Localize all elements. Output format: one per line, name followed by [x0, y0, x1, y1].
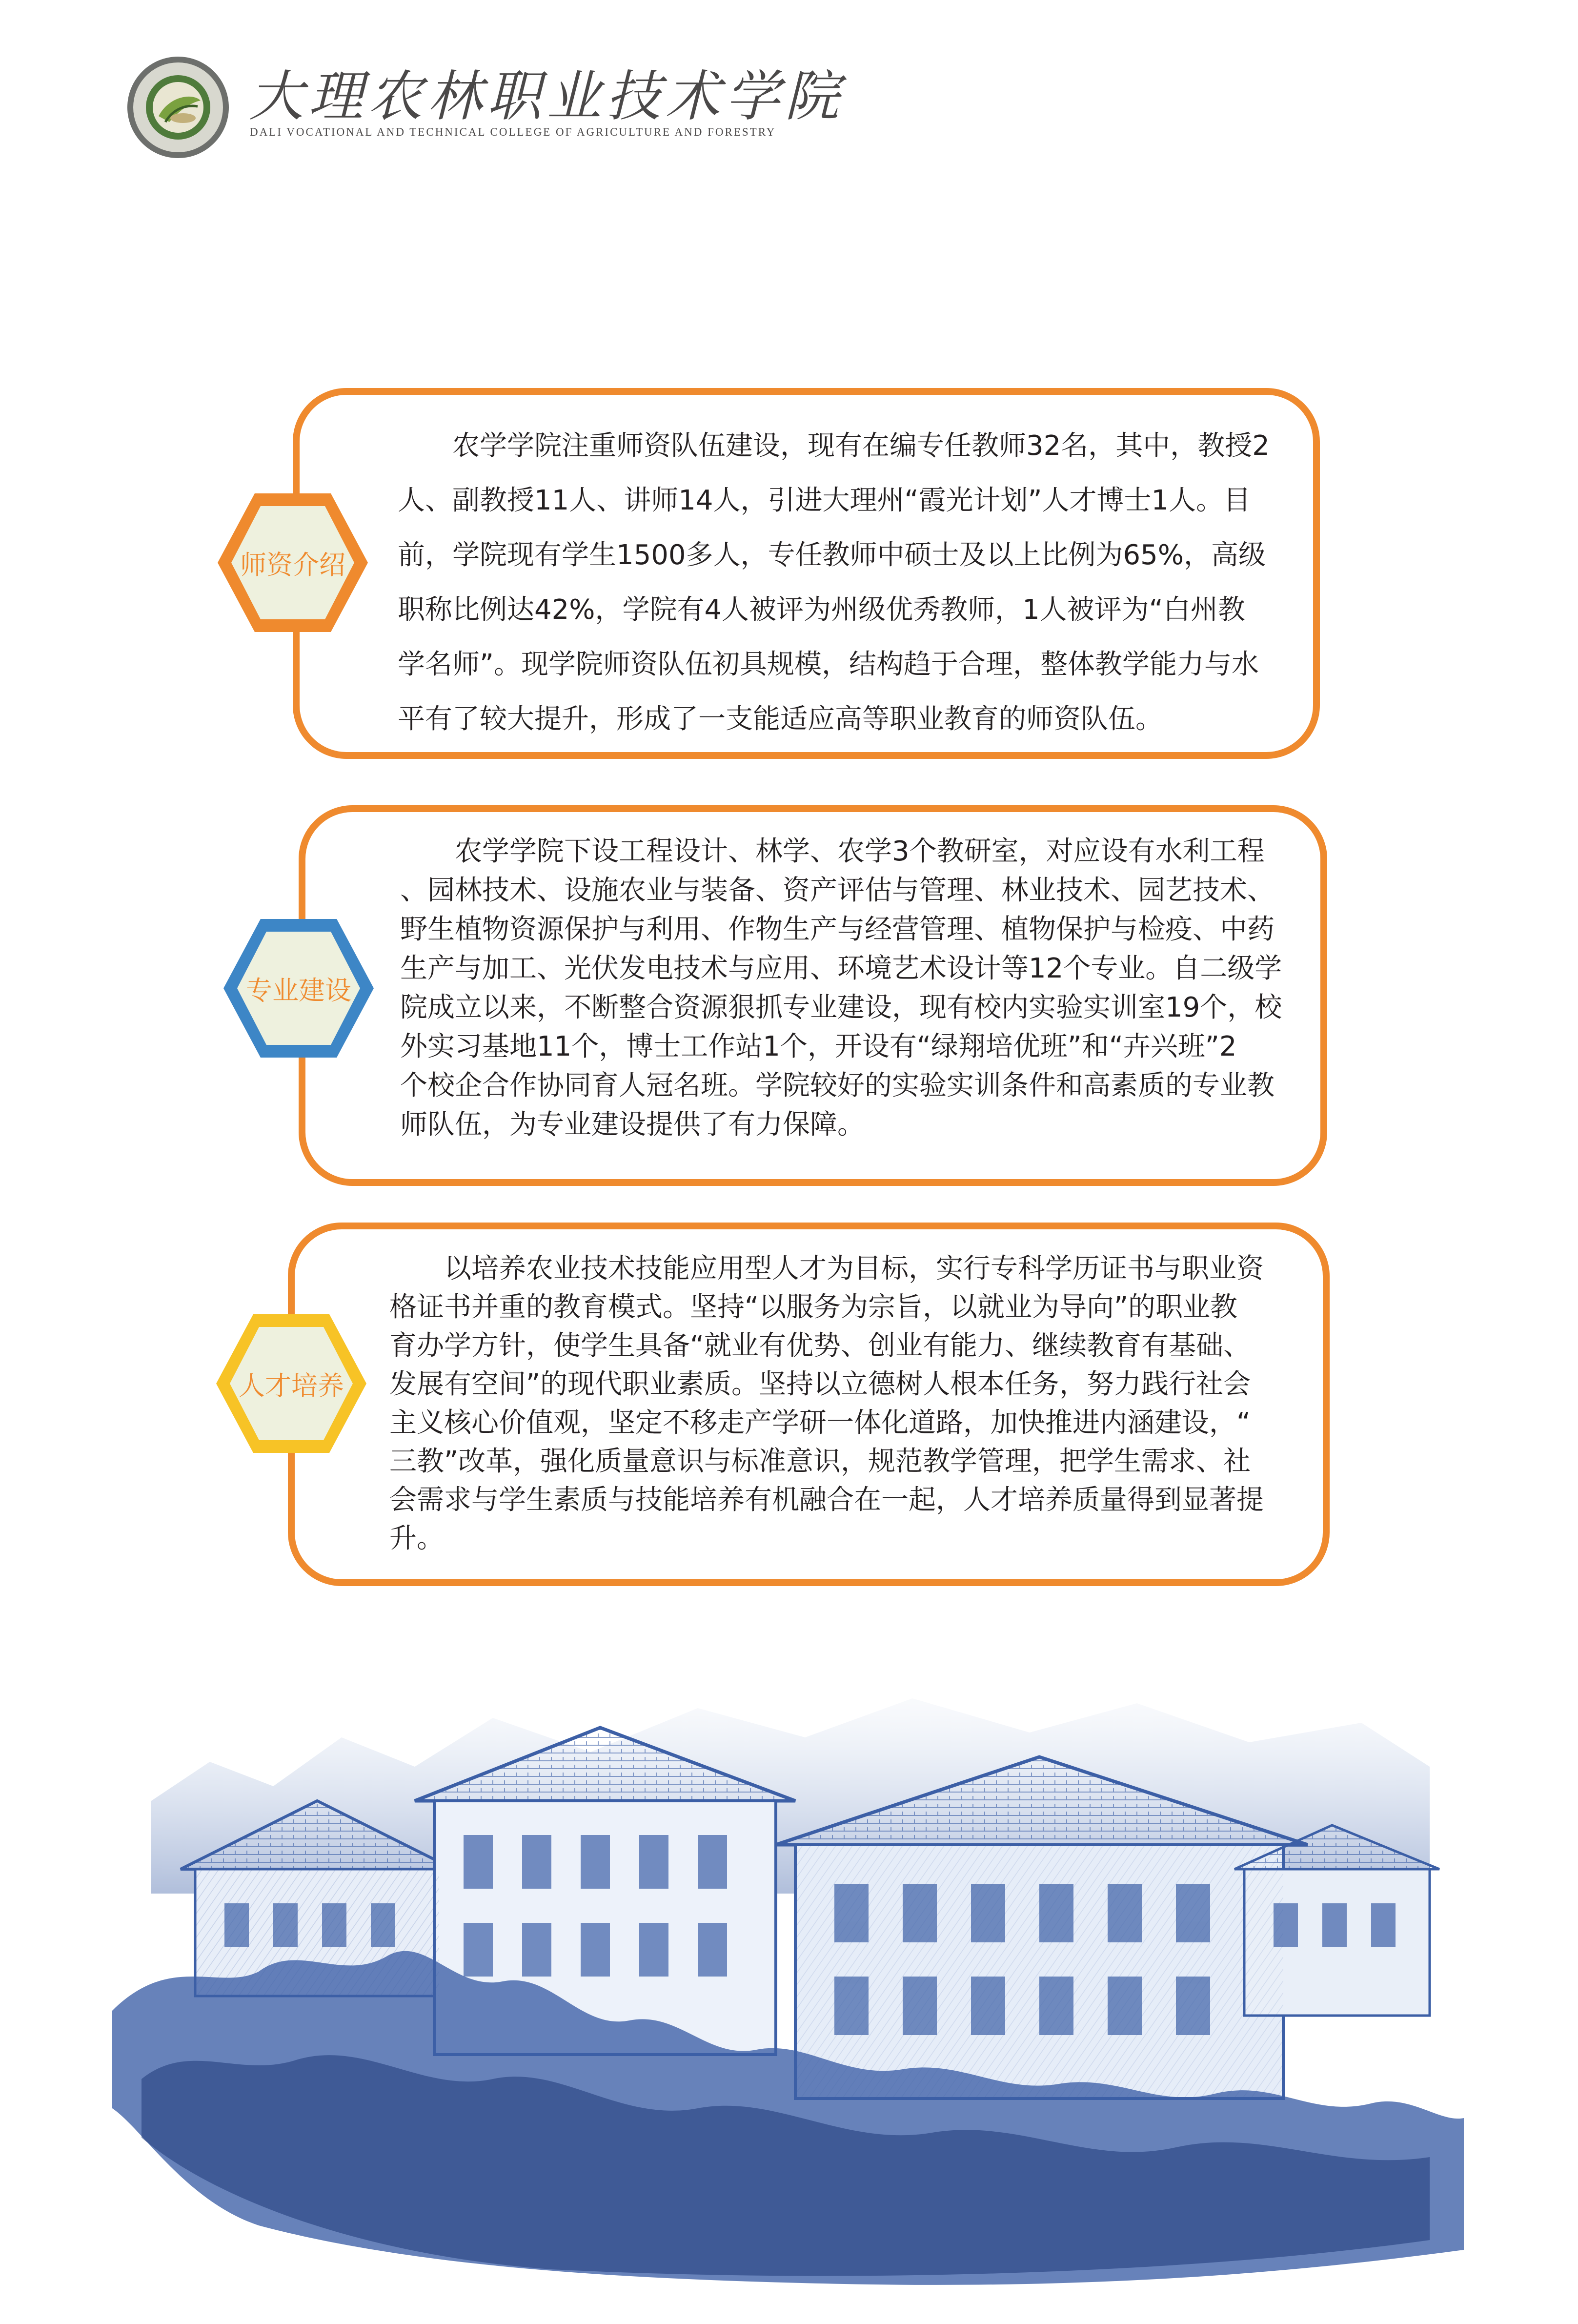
body-line: 前，学院现有学生1500多人，专任教师中硕士及以上比例为65%，高级: [398, 539, 1266, 571]
section-label: 师资介绍: [240, 549, 345, 580]
section-body: [389, 1249, 1264, 1558]
body-line: 职称比例达42%，学院有4人被评为州级优秀教师，1人被评为“白州教: [398, 594, 1245, 626]
body-line: 升。: [389, 1523, 444, 1554]
body-line: 人、副教授11人、讲师14人，引进大理州“霞光计划”人才博士1人。目: [398, 485, 1251, 516]
body-line: 外实习基地11个，博士工作站1个，开设有“绿翔培优班”和“卉兴班”2: [400, 1031, 1237, 1062]
body-line: 以培养农业技术技能应用型人才为目标，实行专科学历证书与职业资: [389, 1253, 1264, 1284]
college-seal-icon: [124, 54, 232, 161]
body-line: 平有了较大提升，形成了一支能适应高等职业教育的师资队伍。: [398, 703, 1163, 735]
section-label: 人才培养: [239, 1370, 344, 1401]
body-line: 野生植物资源保护与利用、作物生产与经营管理、植物保护与检疫、中药: [400, 914, 1275, 945]
body-line: 农学学院下设工程设计、林学、农学3个教研室，对应设有水利工程: [400, 836, 1265, 867]
body-line: 育办学方针，使学生具备“就业有优势、创业有能力、继续教育有基础、: [389, 1330, 1251, 1362]
body-line: 格证书并重的教育模式。坚持“以服务为宗旨，以就业为导向”的职业教: [389, 1291, 1238, 1323]
body-line: 发展有空间”的现代职业素质。坚持以立德树人根本任务，努力践行社会: [389, 1368, 1251, 1400]
section-body: [400, 832, 1282, 1144]
body-line: 师队伍，为专业建设提供了有力保障。: [400, 1109, 865, 1141]
section-badge: [215, 489, 371, 636]
body-line: 主义核心价值观，坚定不移走产学研一体化道路，加快推进内涵建设，“: [389, 1407, 1251, 1439]
body-line: 生产与加工、光伏发电技术与应用、环境艺术设计等12个专业。自二级学: [400, 953, 1282, 984]
college-name-logotype: 大理农林职业技术学院: [249, 65, 844, 128]
section-label: 专业建设: [246, 975, 351, 1006]
body-line: 学名师”。现学院师资队伍初具规模，结构趋于合理，整体教学能力与水: [398, 649, 1259, 680]
body-line: 农学学院注重师资队伍建设，现有在编专任教师32名，其中，教授2: [398, 430, 1270, 462]
section-body: [398, 419, 1270, 747]
body-line: 会需求与学生素质与技能培养有机融合在一起，人才培养质量得到显著提: [389, 1484, 1264, 1516]
body-line: 、园林技术、设施农业与装备、资产评估与管理、林业技术、园艺技术、: [400, 875, 1275, 906]
campus-sketch-illustration: [112, 1640, 1464, 2289]
body-line: 院成立以来，不断整合资源狠抓专业建设，现有校内实验实训室19个，校: [400, 992, 1282, 1023]
section-badge: [221, 915, 377, 1061]
body-line: 三教”改革，强化质量意识与标准意识，规范教学管理，把学生需求、社: [389, 1446, 1251, 1477]
college-name-english: DALI VOCATIONAL AND TECHNICAL COLLEGE OF AGRICULTURE AND FORESTRY: [250, 126, 776, 138]
body-line: 个校企合作协同育人冠名班。学院较好的实验实训条件和高素质的专业教: [400, 1070, 1275, 1101]
section-badge: [213, 1310, 369, 1457]
